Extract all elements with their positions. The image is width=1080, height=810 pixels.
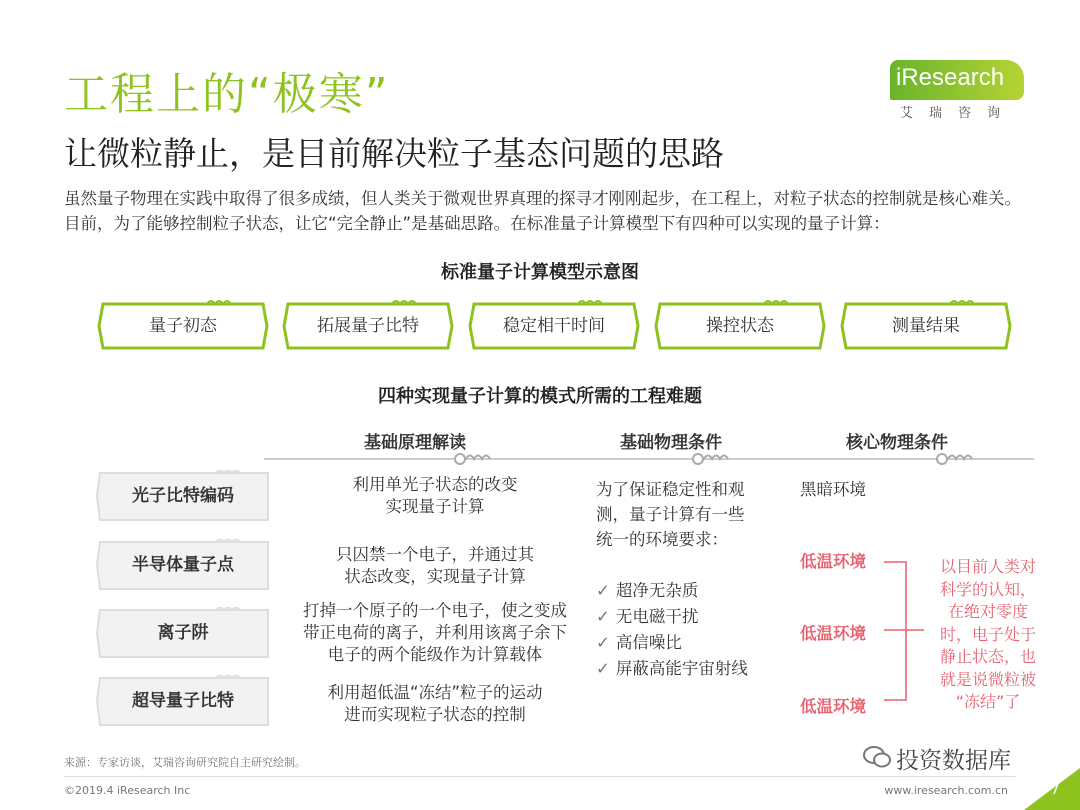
- check-icon: ✓: [596, 633, 610, 652]
- table-title: 四种实现量子计算的模式所需的工程难题: [378, 386, 702, 407]
- row-label: 超导量子比特: [132, 691, 234, 711]
- note-line: 静止状态，也: [939, 647, 1036, 666]
- list-item: ✓ 高信噪比: [596, 633, 682, 652]
- principle-line: 只囚禁一个电子，并通过其: [336, 545, 534, 564]
- header-divider: [264, 458, 1034, 460]
- note-line: 科学的认知，: [939, 579, 1036, 599]
- row-ion-trap: [96, 607, 270, 659]
- row-label: 离子阱: [157, 623, 209, 643]
- principle-line: 电子的两个能级作为计算载体: [327, 645, 543, 664]
- stage-label: 操控状态: [706, 316, 774, 336]
- note-line: 在绝对零度: [947, 602, 1028, 621]
- diagram-title: 标准量子计算模型示意图: [441, 262, 639, 283]
- logo-subtitle: 艾瑞咨询: [900, 106, 1017, 121]
- core-condition-ion-trap: 低温环境: [800, 624, 866, 643]
- stage-label: 量子初态: [149, 316, 217, 336]
- check-icon: ✓: [596, 581, 610, 600]
- note-line: 时，电子处于: [939, 624, 1036, 644]
- bracket-icon: [884, 556, 924, 706]
- squiggle-icon: [452, 450, 502, 466]
- row-semiconductor: [96, 539, 270, 591]
- page-title: 工程上的“极寒”: [64, 69, 390, 120]
- footer-divider: [64, 776, 1016, 777]
- stage-4: [654, 300, 826, 352]
- principle-line: 利用单光子状态的改变: [352, 475, 518, 494]
- physical-intro-line: 统一的环境要求：: [596, 530, 728, 549]
- physical-intro-line: 测，量子计算有一些: [596, 505, 745, 524]
- squiggle-icon: [690, 450, 740, 466]
- check-icon: ✓: [596, 607, 610, 626]
- stage-1: [97, 300, 269, 352]
- principle-line: 状态改变，实现量子计算: [344, 567, 526, 586]
- list-item: ✓ 无电磁干扰: [596, 607, 699, 626]
- iresearch-logo: [890, 60, 1024, 120]
- physical-conditions-list: [596, 578, 748, 682]
- footer-url: www.iresearch.com.cn: [884, 784, 1008, 797]
- page-number: 7: [1050, 780, 1060, 798]
- column-header-principle: 基础原理解读: [364, 433, 466, 453]
- principle-cell-ion-trap: [282, 600, 588, 666]
- source-note: 来源：专家访谈，艾瑞咨询研究院自主研究绘制。: [64, 756, 306, 769]
- stage-3: [468, 300, 640, 352]
- column-header-core: 核心物理条件: [846, 433, 948, 453]
- core-condition-superconducting: 低温环境: [800, 697, 866, 716]
- row-superconducting: [96, 675, 270, 727]
- stage-label: 测量结果: [892, 316, 960, 336]
- check-icon: ✓: [596, 659, 610, 678]
- logo-text: iResearch: [896, 64, 1005, 91]
- principle-line: 进而实现粒子状态的控制: [344, 705, 526, 724]
- principle-line: 利用超低温“冻结”粒子的运动: [327, 683, 543, 702]
- wechat-icon: [862, 744, 892, 770]
- page-subtitle: 让微粒静止，是目前解决粒子基态问题的思路: [64, 134, 724, 173]
- principle-cell-superconducting: [290, 682, 580, 726]
- list-item: ✓ 超净无杂质: [596, 581, 699, 600]
- principle-cell-semiconductor: [290, 544, 580, 588]
- zero-kelvin-note: [932, 556, 1044, 714]
- note-line: 以目前人类对: [939, 557, 1036, 576]
- note-line: 就是说微粒被: [939, 669, 1036, 689]
- squiggle-icon: [934, 450, 984, 466]
- stage-label: 稳定相干时间: [503, 316, 605, 336]
- row-label: 半导体量子点: [132, 555, 234, 575]
- core-condition-photon: 黑暗环境: [800, 480, 866, 499]
- core-condition-semiconductor: 低温环境: [800, 552, 866, 571]
- intro-paragraph: 虽然量子物理在实践中取得了很多成绩，但人类关于微观世界真理的探寻才刚刚起步，在工程上，对粒子状态的控制就是核心难关。目前，为了能够控制粒子状态，让它“完全静止”是基础思路。在标准量子计算模型下有四种可以实现的量子计算：: [64, 189, 1021, 233]
- note-line: “冻结”了: [955, 692, 1021, 711]
- copyright: ©2019.4 iResearch Inc: [64, 784, 191, 797]
- principle-line: 实现量子计算: [385, 497, 485, 516]
- principle-line: 带正电荷的离子，并利用该离子余下: [303, 623, 567, 642]
- physical-conditions-intro: [596, 477, 776, 552]
- stage-5: [840, 300, 1012, 352]
- physical-intro-line: 为了保证稳定性和观: [596, 480, 745, 499]
- column-header-physical: 基础物理条件: [620, 433, 722, 453]
- principle-line: 打掉一个原子的一个电子，使之变成: [303, 601, 567, 620]
- row-label: 光子比特编码: [132, 486, 234, 506]
- row-photon: [96, 470, 270, 522]
- stage-label: 拓展量子比特: [317, 316, 419, 336]
- watermark: 投资数据库: [896, 748, 1011, 774]
- principle-cell-photon: [290, 474, 580, 518]
- list-item: ✓ 屏蔽高能宇宙射线: [596, 659, 748, 678]
- stage-2: [282, 300, 454, 352]
